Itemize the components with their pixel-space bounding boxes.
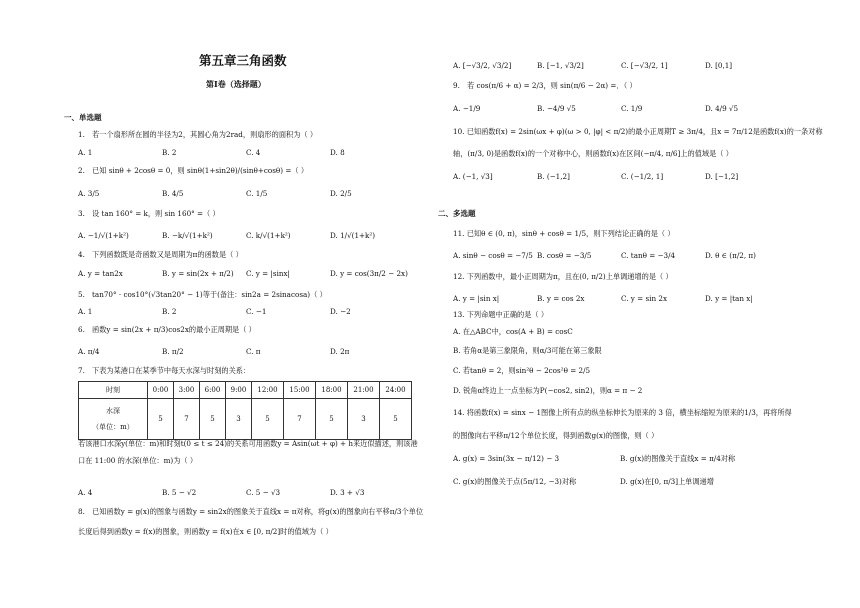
q5-option-a[interactable]: A. 1	[78, 307, 93, 316]
q13-option-c[interactable]: C. 若tanθ = 2，则sin²θ − 2cos²θ = 2/5	[453, 366, 591, 375]
q9-option-b[interactable]: B. −4/9 √5	[537, 104, 576, 113]
tide-value-cell: 5	[148, 399, 174, 440]
q11-option-c[interactable]: C. tanθ = −3/4	[621, 251, 676, 260]
q9-option-a[interactable]: A. −1/9	[453, 104, 481, 113]
q8-stem-line2: 长度后得到函数y = f(x)的图象，则函数y = f(x)在x ∈ [0, π/2]时的值域为（ ）	[78, 527, 333, 536]
q5-option-b[interactable]: B. 2	[162, 307, 177, 316]
q3-option-d[interactable]: D. 1/√(1+k²)	[330, 231, 376, 240]
q1-option-b[interactable]: B. 2	[162, 148, 177, 157]
q12-option-a[interactable]: A. y = |sin x|	[453, 294, 500, 303]
tide-header-cell: 0:00	[148, 382, 174, 399]
tide-value-cell: 5	[252, 399, 284, 440]
q6-option-a[interactable]: A. π/4	[78, 347, 100, 356]
q2-option-b[interactable]: B. 4/5	[162, 189, 184, 198]
q12-stem: 12. 下列函数中，最小正周期为π，且在(0, π/2)上单调递增的是（ ）	[453, 272, 673, 281]
q14-stem-line1: 14. 将函数f(x) = sinx − 1图像上所有点的纵坐标伸长为原来的 3 倍，横坐标缩短为原来的1/3，再将所得	[453, 408, 792, 417]
q2-option-a[interactable]: A. 3/5	[78, 189, 100, 198]
q4-stem: 4. 下列函数既是奇函数又是周期为π的函数是（ ）	[78, 250, 243, 259]
tide-header-cell: 15:00	[284, 382, 316, 399]
q6-option-b[interactable]: B. π/2	[162, 347, 184, 356]
tide-header-cell: 24:00	[380, 382, 412, 399]
q14-option-b[interactable]: B. g(x)的图像关于直线x = π/4对称	[620, 454, 736, 463]
tide-value-cell: 7	[174, 399, 200, 440]
q1-option-c[interactable]: C. 4	[246, 148, 261, 157]
tide-header-cell: 18:00	[316, 382, 348, 399]
q8-option-a[interactable]: A. [−√3/2, √3/2]	[453, 61, 512, 70]
tide-header-cell: 9:00	[226, 382, 252, 399]
tide-value-cell: 7	[284, 399, 316, 440]
q8-option-d[interactable]: D. [0,1]	[705, 61, 733, 70]
tide-header-cell: 21:00	[348, 382, 380, 399]
tide-table-depth-row	[79, 399, 412, 440]
q8-option-c[interactable]: C. [−√3/2, 1]	[621, 61, 668, 70]
q4-option-a[interactable]: A. y = tan2x	[78, 269, 123, 278]
q7-text-line2: 口在 11:00 的水深(单位：m)为（ ）	[78, 456, 198, 465]
q10-option-a[interactable]: A. (−1, √3]	[453, 172, 493, 181]
q4-option-d[interactable]: D. y = cos(3π/2 − 2x)	[330, 269, 408, 278]
tide-header-cell: 3:00	[174, 382, 200, 399]
q7-option-d[interactable]: D. 3 + √3	[330, 488, 365, 497]
tide-table-header-row	[79, 382, 412, 399]
page-subtitle: 第Ⅰ卷（选择题）	[206, 79, 266, 89]
tide-value-cell: 3	[348, 399, 380, 440]
q1-option-d[interactable]: D. 8	[330, 148, 345, 157]
page-title: 第五章三角函数	[199, 53, 287, 68]
q11-option-d[interactable]: D. θ ∈ (π/2, π)	[705, 251, 756, 260]
q10-option-d[interactable]: D. [−1,2]	[705, 172, 739, 181]
q13-stem: 13. 下列命题中正确的是（ ）	[453, 310, 549, 319]
q13-option-b[interactable]: B. 若角α是第三象限角，则α/3可能在第三象限	[453, 346, 602, 355]
q13-option-a[interactable]: A. 在△ABC中，cos(A + B) = cosC	[453, 327, 573, 336]
tide-row-label-line1: 水深	[106, 407, 120, 415]
q5-stem: 5. tan70° · cos10°(√3tan20° − 1)等于(备注：sin2a = 2sinacosa)（ ）	[78, 290, 327, 299]
q3-option-c[interactable]: C. k/√(1+k²)	[246, 231, 291, 240]
q8-option-b[interactable]: B. [−1, √3/2]	[537, 61, 584, 70]
q4-option-b[interactable]: B. y = sin(2x + π/2)	[162, 269, 234, 278]
q10-option-c[interactable]: C. (−1/2, 1]	[621, 172, 664, 181]
tide-value-cell: 3	[226, 399, 252, 440]
tide-value-cell: 5	[316, 399, 348, 440]
q12-option-c[interactable]: C. y = sin 2x	[621, 294, 667, 303]
q8-stem-line1: 8. 已知函数y = g(x)的图象与函数y = sin2x的图象关于直线x = π对称，将g(x)的图象向右平移π/3个单位	[78, 507, 424, 516]
q6-option-c[interactable]: C. π	[246, 347, 261, 356]
q6-stem: 6. 函数y = sin(2x + π/3)cos2x的最小正周期是（ ）	[78, 325, 256, 334]
q11-stem: 11. 已知θ ∈ (0, π)，sinθ + cosθ = 1/5，则下列结论正确的是（ ）	[453, 229, 675, 238]
q11-option-b[interactable]: B. cosθ = −3/5	[537, 251, 592, 260]
q9-option-d[interactable]: D. 4/9 √5	[705, 104, 739, 113]
q3-stem: 3. 设 tan 160° = k，则 sin 160° =（ ）	[78, 209, 220, 218]
tide-row-label-line2: （单位：m）	[92, 423, 134, 431]
q6-option-d[interactable]: D. 2π	[330, 347, 350, 356]
q2-option-c[interactable]: C. 1/5	[246, 189, 268, 198]
q4-option-c[interactable]: C. y = |sinx|	[246, 269, 290, 278]
q14-option-a[interactable]: A. g(x) = 3sin(3x − π/12) − 3	[453, 454, 560, 463]
q5-option-c[interactable]: C. −1	[246, 307, 267, 316]
q14-option-c[interactable]: C. g(x)的图像关于点(5π/12, −3)对称	[453, 477, 577, 486]
q3-option-b[interactable]: B. −k/√(1+k²)	[162, 231, 213, 240]
q2-option-d[interactable]: D. 2/5	[330, 189, 352, 198]
q2-stem: 2. 已知 sinθ + 2cosθ = 0，则 sinθ(1+sin2θ)/(sinθ+cosθ) =（ ）	[78, 166, 309, 175]
q14-stem-line2: 的图像向右平移π/12个单位长度，得到函数g(x)的图像，则（ ）	[453, 431, 659, 440]
tide-header-cell: 12:00	[252, 382, 284, 399]
q9-stem: 9. 若 cos(π/6 + α) = 2/3，则 sin(π/6 − 2α) =．（ ）	[453, 81, 637, 90]
q10-stem-line1: 10. 已知函数f(x) = 2sin(ωx + φ)(ω > 0, |φ| < π/2)的最小正周期T ≥ 3π/4，且x = 7π/12是函数f(x)的一条对称	[453, 127, 823, 136]
tide-value-cell: 5	[380, 399, 412, 440]
tide-value-cell: 5	[200, 399, 226, 440]
tide-header-cell: 时刻	[79, 382, 148, 399]
q12-option-d[interactable]: D. y = |tan x|	[705, 294, 753, 303]
tide-header-cell: 6:00	[200, 382, 226, 399]
q7-option-c[interactable]: C. 5 − √3	[246, 488, 281, 497]
tide-table	[78, 381, 412, 440]
q7-option-a[interactable]: A. 4	[78, 488, 93, 497]
q13-option-d[interactable]: D. 锐角α终边上一点坐标为P(−cos2, sin2)，则α = π − 2	[453, 386, 643, 395]
q7-option-b[interactable]: B. 5 − √2	[162, 488, 197, 497]
q1-stem: 1. 若一个扇形所在圆的半径为2，其圆心角为2rad，则扇形的面积为（ ）	[78, 130, 318, 139]
tide-row-label	[79, 399, 148, 440]
q9-option-c[interactable]: C. 1/9	[621, 104, 643, 113]
section-multi-choice: 二、多选题	[438, 209, 476, 218]
section-single-choice: 一、单选题	[64, 113, 102, 122]
q10-stem-line2: 轴，(π/3, 0)是函数f(x)的一个对称中心，则函数f(x)在区间(−π/4, π/6]上的值域是（ ）	[453, 149, 733, 158]
q12-option-b[interactable]: B. y = cos 2x	[537, 294, 585, 303]
q11-option-a[interactable]: A. sinθ − cosθ = −7/5	[453, 251, 533, 260]
q7-stem: 7. 下表为某港口在某季节中每天水深与时刻的关系：	[78, 366, 251, 375]
q14-option-d[interactable]: D. g(x)在[0, π/3]上单调递增	[620, 477, 714, 486]
q1-option-a[interactable]: A. 1	[78, 148, 93, 157]
q3-option-a[interactable]: A. −1/√(1+k²)	[78, 231, 129, 240]
q5-option-d[interactable]: D. −2	[330, 307, 351, 316]
q7-text-line1: 若该港口水深y(单位：m)和时刻t(0 ≤ t ≤ 24)的关系可用函数y = Asin(ωt + φ) + h来近似描述，则该港	[78, 439, 418, 448]
q10-option-b[interactable]: B. (−1,2]	[537, 172, 570, 181]
